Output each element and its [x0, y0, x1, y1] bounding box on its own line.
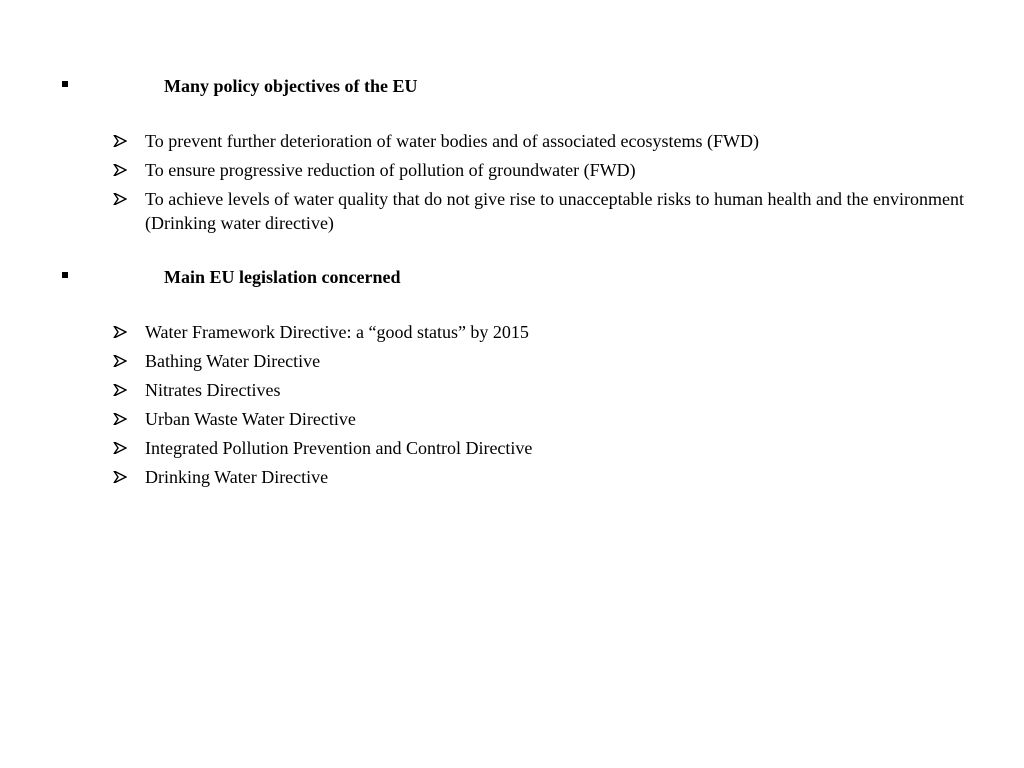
list-item-text: Urban Waste Water Directive	[145, 409, 356, 429]
section-heading: Many policy objectives of the EU	[164, 76, 418, 96]
list-item-text: To prevent further deterioration of water bodies and of associated ecosystems (FWD)	[145, 131, 760, 151]
section-main-legislation	[0, 263, 1024, 487]
list-item-text: Water Framework Directive: a “good status” by 2015	[145, 322, 529, 342]
arrow-bullet-icon	[113, 193, 127, 205]
section-heading-row	[0, 263, 1024, 291]
section-heading-row	[0, 72, 1024, 100]
arrow-bullet-icon	[113, 413, 127, 425]
list-item	[0, 349, 1024, 373]
arrow-bullet-icon	[113, 442, 127, 454]
section-policy-objectives	[0, 72, 1024, 233]
list-item-text: Drinking Water Directive	[145, 467, 329, 487]
arrow-bullet-icon	[113, 326, 127, 338]
list-item-text: To achieve levels of water quality that do not give rise to unacceptable risks to human health and the environment (Drinking water directive)	[145, 189, 964, 233]
list-item-text: Integrated Pollution Prevention and Control Directive	[145, 438, 533, 458]
square-bullet-icon	[62, 272, 68, 278]
list-item-text: Nitrates Directives	[145, 380, 281, 400]
square-bullet-icon	[62, 81, 68, 87]
list-item	[0, 158, 1024, 182]
section-heading: Main EU legislation concerned	[164, 267, 401, 287]
list-item	[0, 320, 1024, 344]
list-item	[0, 465, 1024, 489]
list-item	[0, 378, 1024, 402]
list-item-text: To ensure progressive reduction of pollution of groundwater (FWD)	[145, 160, 636, 180]
arrow-bullet-icon	[113, 135, 127, 147]
bullet-list	[0, 129, 1024, 240]
arrow-bullet-icon	[113, 384, 127, 396]
list-item	[0, 407, 1024, 431]
bullet-list	[0, 320, 1024, 494]
list-item-text: Bathing Water Directive	[145, 351, 321, 371]
list-item	[0, 187, 1024, 235]
arrow-bullet-icon	[113, 164, 127, 176]
arrow-bullet-icon	[113, 471, 127, 483]
list-item	[0, 436, 1024, 460]
list-item	[0, 129, 1024, 153]
arrow-bullet-icon	[113, 355, 127, 367]
